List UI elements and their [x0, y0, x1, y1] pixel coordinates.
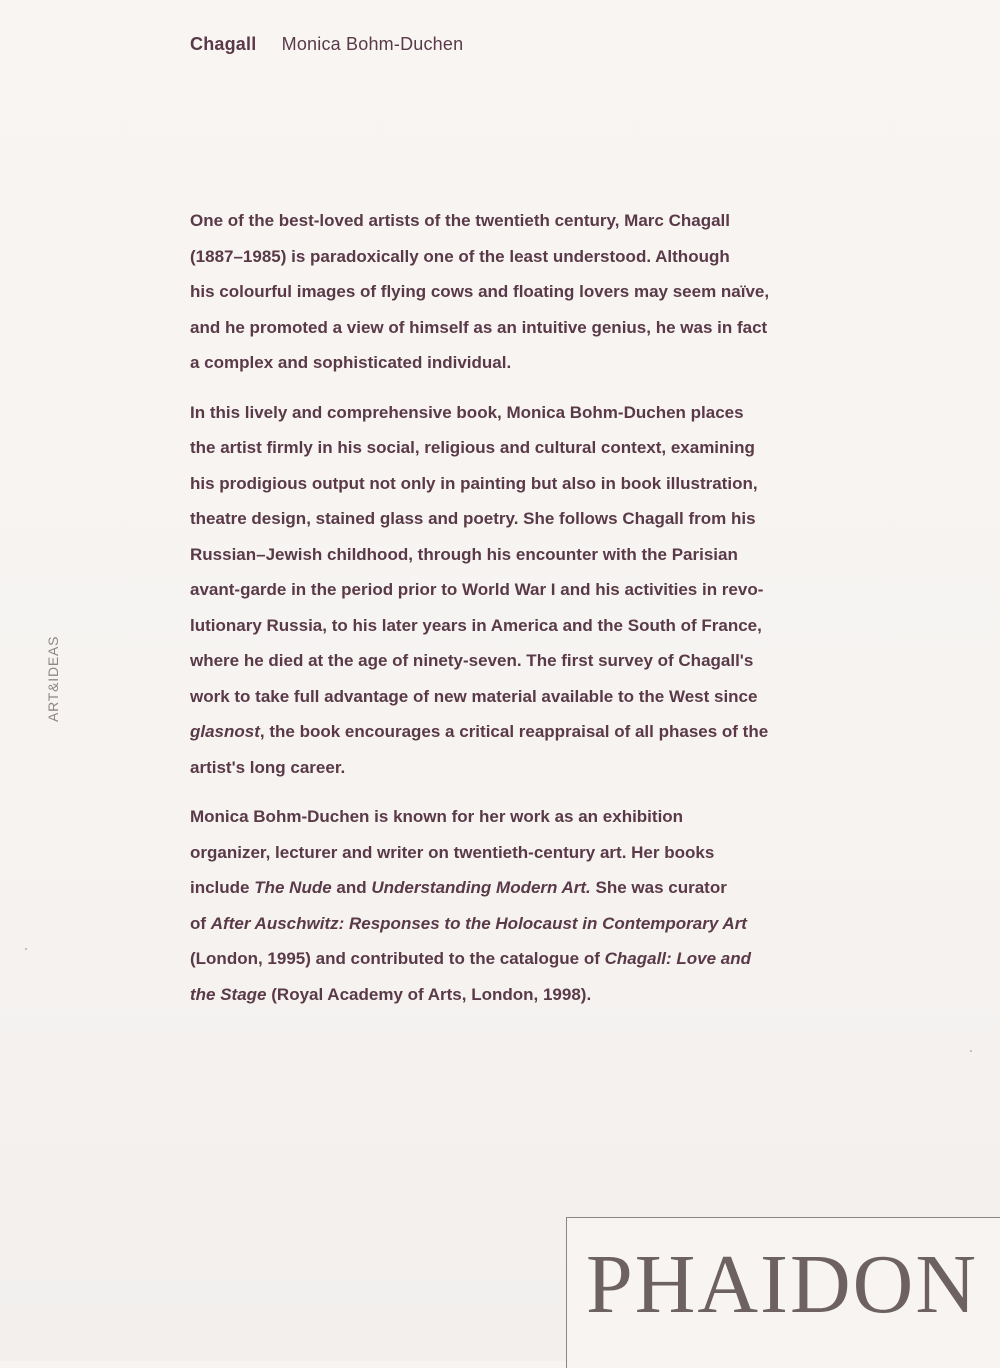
text-line — [190, 310, 810, 346]
text-line — [190, 274, 810, 310]
text-line — [190, 799, 810, 835]
text-line — [190, 430, 810, 466]
book-title: Chagall — [190, 34, 257, 54]
text-line — [190, 239, 810, 275]
paragraph — [190, 203, 810, 381]
text-segment: the artist firmly in his social, religious and cultural context, examining — [190, 438, 755, 457]
paragraph — [190, 799, 810, 1012]
text-line — [190, 870, 810, 906]
italic-title: After Auschwitz: Responses to the Holocaust in Contemporary Art — [210, 913, 747, 933]
text-segment: One of the best-loved artists of the twentieth century, Marc Chagall — [190, 211, 730, 230]
series-label — [45, 632, 65, 732]
italic-title: Chagall: Love and — [604, 949, 752, 968]
text-line — [190, 466, 810, 502]
text-segment: Monica Bohm-Duchen is known for her work as an exhibition — [190, 807, 684, 826]
text-line — [190, 395, 810, 431]
text-line — [190, 501, 810, 537]
text-line — [190, 679, 810, 715]
text-segment: (Royal Academy of Arts, London, 1998). — [266, 984, 592, 1004]
header — [190, 34, 463, 55]
text-line — [190, 608, 810, 644]
text-segment: and he promoted a view of himself as an intuitive genius, he was in fact — [190, 317, 768, 337]
paper-speck — [25, 948, 27, 950]
text-line — [190, 345, 810, 381]
series-label-text: ART&IDEAS — [45, 635, 61, 722]
text-line — [190, 941, 810, 977]
text-segment: avant-garde in the period prior to World War I and his activities in revo- — [190, 580, 764, 599]
italic-title: the Stage — [190, 984, 267, 1004]
italic-title: The Nude — [254, 878, 332, 897]
description — [190, 203, 810, 1026]
text-line — [190, 750, 810, 786]
text-segment: In this lively and comprehensive book, Monica Bohm-Duchen places — [190, 402, 744, 422]
text-line — [190, 203, 810, 239]
text-segment: his prodigious output not only in painting but also in book illustration, — [190, 473, 758, 493]
publisher-logo: PHAIDON — [586, 1238, 978, 1331]
text-segment: work to take full advantage of new material available to the West since — [190, 686, 758, 706]
text-segment: artist's long career. — [190, 757, 346, 777]
text-segment: , the book encourages a critical reappraisal of all phases of the — [259, 722, 769, 741]
italic-title: glasnost — [190, 722, 260, 741]
text-segment: (1887–1985) is paradoxically one of the least understood. Although — [190, 246, 730, 266]
series-label-svg — [45, 632, 65, 732]
text-segment: where he died at the age of ninety-seven. The first survey of Chagall's — [190, 651, 754, 670]
italic-title: Understanding Modern Art. — [371, 878, 591, 897]
text-line — [190, 714, 810, 750]
text-segment: Russian–Jewish childhood, through his encounter with the Parisian — [190, 544, 738, 564]
text-line — [190, 537, 810, 573]
text-line — [190, 977, 810, 1013]
paper-speck — [970, 1050, 972, 1052]
text-segment: lutionary Russia, to his later years in America and the South of France, — [190, 615, 762, 635]
text-line — [190, 835, 810, 871]
text-segment: theatre design, stained glass and poetry. She follows Chagall from his — [190, 509, 756, 528]
text-line — [190, 906, 810, 942]
book-author: Monica Bohm-Duchen — [281, 34, 464, 54]
text-segment: of — [190, 913, 211, 933]
text-segment: and — [331, 878, 372, 897]
text-line — [190, 572, 810, 608]
text-segment: organizer, lecturer and writer on twentieth-century art. Her books — [190, 842, 715, 862]
paragraph — [190, 395, 810, 786]
text-segment: a complex and sophisticated individual. — [190, 353, 512, 372]
text-segment: include — [190, 878, 255, 897]
text-segment: She was curator — [590, 878, 727, 897]
text-segment: (London, 1995) and contributed to the catalogue of — [190, 949, 605, 968]
text-segment: his colourful images of flying cows and floating lovers may seem naïve, — [190, 282, 770, 301]
text-line — [190, 643, 810, 679]
